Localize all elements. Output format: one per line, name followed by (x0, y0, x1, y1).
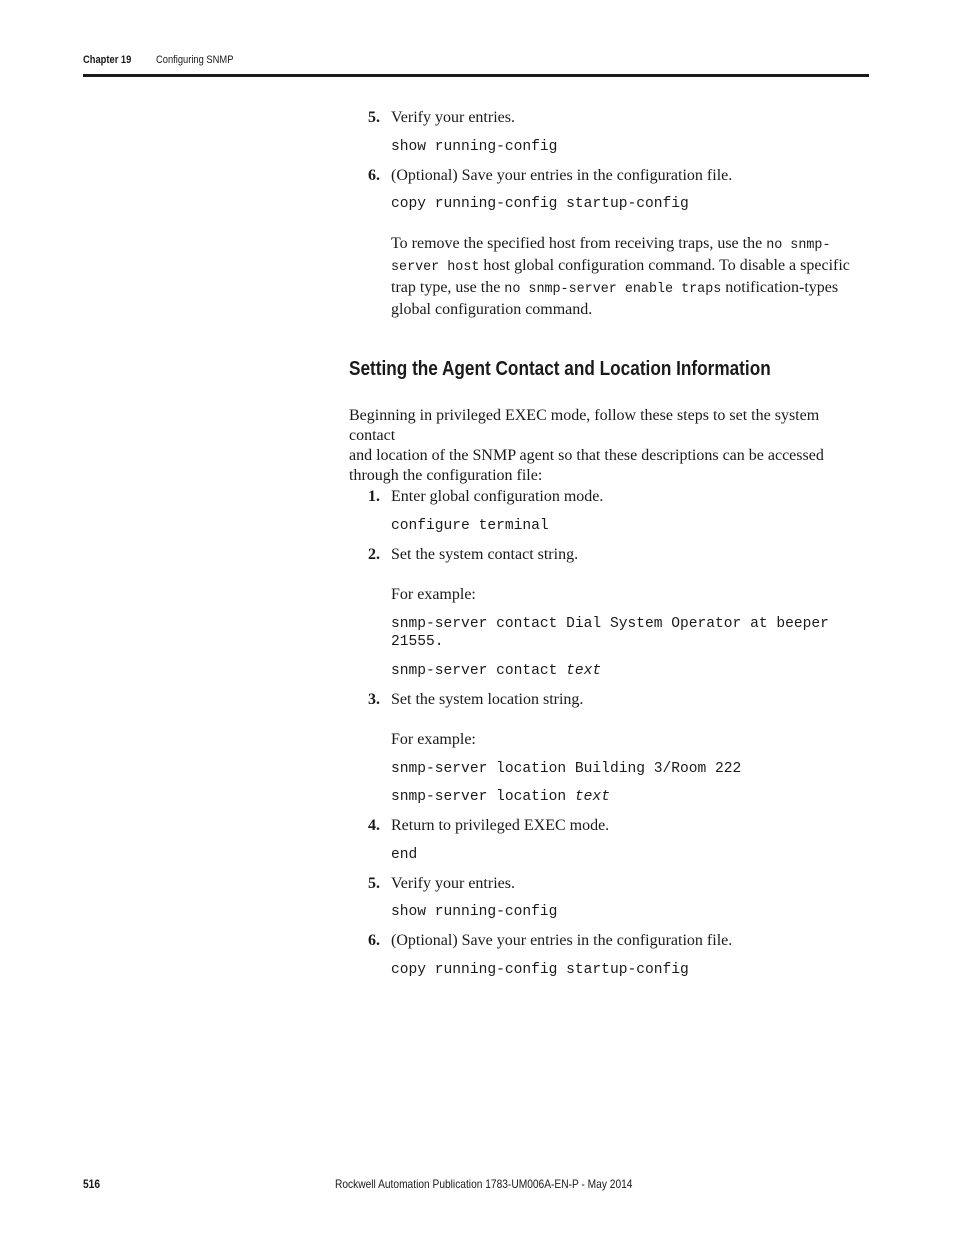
publication-info: Rockwell Automation Publication 1783-UM006A-EN-P - May 2014 (335, 1177, 633, 1191)
chapter-label: Chapter 19 (83, 54, 132, 66)
intro-line: Beginning in privileged EXEC mode, follow these steps to set the system contact (349, 407, 820, 444)
step-text: (Optional) Save your entries in the configuration file. (391, 167, 733, 184)
step-number: 6. (368, 932, 380, 949)
code-line (391, 788, 610, 806)
step-text: Set the system contact string. (391, 546, 579, 563)
code-argument: text (566, 663, 602, 679)
code-line: configure terminal (391, 518, 549, 534)
step-text: Verify your entries. (391, 109, 515, 126)
step-number: 4. (368, 817, 380, 834)
note-text: host global configuration command. To disable a specific (479, 257, 850, 274)
code-line: show running-config (391, 139, 558, 155)
code-argument: text (574, 789, 610, 805)
code-line: snmp-server location Building 3/Room 222 (391, 761, 742, 777)
note-text: global configuration command. (391, 301, 593, 318)
note-text: notification-types (721, 279, 839, 296)
intro-paragraph (349, 406, 869, 486)
step-text: Return to privileged EXEC mode. (391, 817, 610, 834)
step-text: Verify your entries. (391, 875, 515, 892)
inline-code: no snmp- (766, 238, 831, 253)
header-rule (83, 74, 869, 77)
code-command: snmp-server contact (391, 663, 567, 679)
example-label: For example: (391, 731, 476, 748)
step-number: 5. (368, 109, 380, 126)
note-paragraph (391, 234, 869, 320)
section-heading: Setting the Agent Contact and Location Information (349, 358, 771, 380)
step-text: Enter global configuration mode. (391, 488, 604, 505)
page-number: 516 (83, 1177, 101, 1191)
code-line: copy running-config startup-config (391, 196, 689, 212)
example-label: For example: (391, 586, 476, 603)
code-line: 21555. (391, 634, 444, 650)
code-line: end (391, 847, 418, 863)
intro-line: through the configuration file: (349, 467, 543, 484)
step-number: 5. (368, 875, 380, 892)
code-line: show running-config (391, 904, 558, 920)
inline-code: server host (391, 260, 480, 275)
step-number: 2. (368, 546, 380, 563)
step-number: 6. (368, 167, 380, 184)
note-text: To remove the specified host from receiving traps, use the (391, 235, 767, 252)
note-text: trap type, use the (391, 279, 505, 296)
code-line: copy running-config startup-config (391, 962, 689, 978)
step-text: Set the system location string. (391, 691, 584, 708)
code-line: snmp-server contact Dial System Operator at beeper (391, 616, 829, 632)
step-number: 1. (368, 488, 380, 505)
step-text: (Optional) Save your entries in the configuration file. (391, 932, 733, 949)
inline-code: no snmp-server enable traps (504, 282, 722, 297)
code-line (391, 662, 601, 680)
chapter-title: Configuring SNMP (156, 54, 234, 66)
intro-line: and location of the SNMP agent so that these descriptions can be accessed (349, 447, 824, 464)
code-command: snmp-server location (391, 789, 575, 805)
step-number: 3. (368, 691, 380, 708)
